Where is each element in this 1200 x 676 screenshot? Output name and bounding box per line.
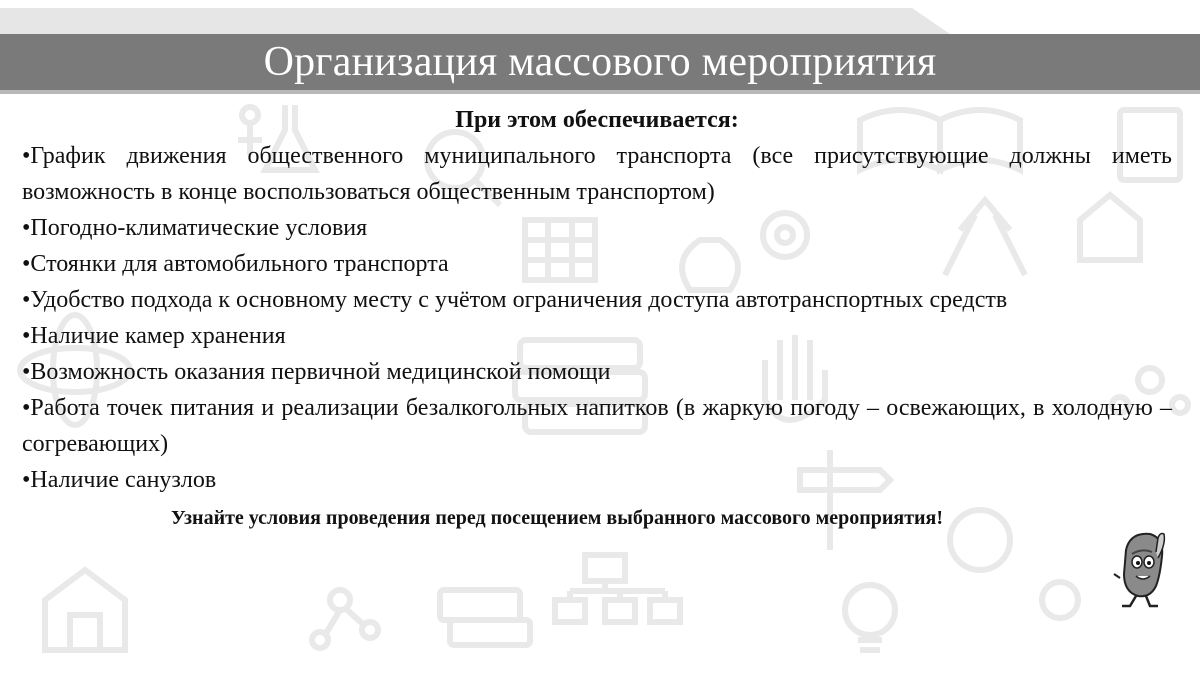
list-item: •Возможность оказания первичной медицинской помощи bbox=[22, 359, 611, 385]
title-bar bbox=[0, 34, 1200, 90]
list-item: •График движения общественного муниципального транспорта (все присутствующие должны иметь возможность в конце воспользоваться общественным транспортом) bbox=[22, 143, 1172, 205]
list-item: •Удобство подхода к основному месту с учётом ограничения доступа автотранспортных средств bbox=[22, 287, 1008, 313]
content-area bbox=[22, 104, 1172, 532]
closing-note: Узнайте условия проведения перед посещением выбранного массового мероприятия! bbox=[170, 507, 944, 529]
title-accent-strip bbox=[0, 8, 950, 34]
list-item: •Наличие камер хранения bbox=[22, 323, 286, 349]
list-item: •Работа точек питания и реализации безалкогольных напитков (в жаркую погоду – освежающих, в холодную – согревающих) bbox=[22, 395, 1172, 457]
bullet-list bbox=[22, 138, 1172, 498]
section-subheading: При этом обеспечивается: bbox=[455, 107, 739, 133]
list-item: •Стоянки для автомобильного транспорта bbox=[22, 251, 449, 277]
mascot-icon bbox=[1112, 528, 1172, 612]
list-item: •Наличие санузлов bbox=[22, 467, 217, 493]
page-title: Организация массового мероприятия bbox=[263, 39, 937, 85]
list-item: •Погодно-климатические условия bbox=[22, 215, 368, 241]
